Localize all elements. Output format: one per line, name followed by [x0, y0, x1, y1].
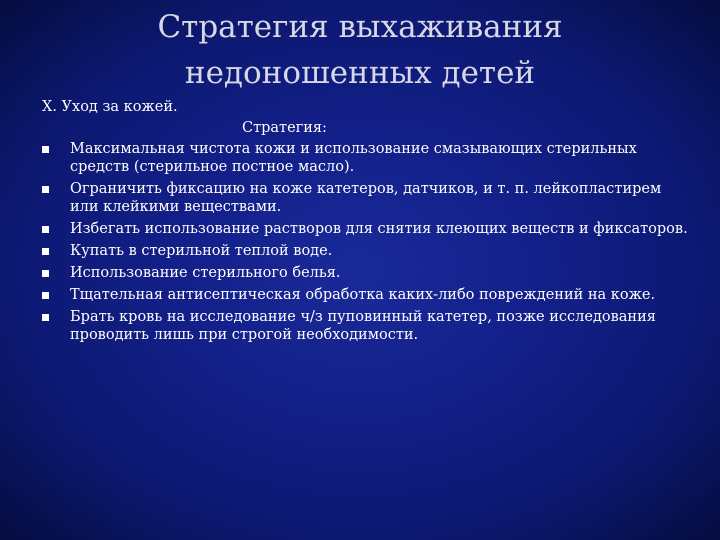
- square-bullet-icon: [42, 270, 49, 277]
- list-item-text: Ограничить фиксацию на коже катетеров, датчиков, и т. п. лейкопластирем или клейкими веществами.: [70, 181, 662, 215]
- list-item-text: Избегать использование растворов для снятия клеющих веществ и фиксаторов.: [70, 221, 688, 237]
- slide-title-line-2: недоношенных детей: [184, 55, 536, 91]
- list-item: [42, 140, 692, 176]
- list-item: [42, 286, 692, 304]
- list-item: [42, 242, 692, 260]
- square-bullet-icon: [42, 146, 49, 153]
- list-item-text: Купать в стерильной теплой воде.: [70, 243, 333, 259]
- list-item: [42, 180, 692, 216]
- list-item: [42, 264, 692, 282]
- list-item-text: Брать кровь на исследование ч/з пуповинный катетер, позже исследования проводить лишь при строгой необходимости.: [70, 309, 656, 343]
- square-bullet-icon: [42, 226, 49, 233]
- slide-title-line-1: Стратегия выхаживания: [157, 9, 563, 45]
- slide-title: [60, 4, 660, 96]
- list-item: [42, 220, 692, 238]
- square-bullet-icon: [42, 186, 49, 193]
- slide-body: [42, 98, 692, 348]
- section-heading: X. Уход за кожей.: [42, 99, 178, 115]
- bullet-list: [42, 140, 692, 344]
- strategy-label: Стратегия:: [242, 120, 327, 136]
- list-item: [42, 308, 692, 344]
- list-item-text: Максимальная чистота кожи и использование смазывающих стерильных средств (стерильное постное масло).: [70, 141, 637, 175]
- square-bullet-icon: [42, 314, 49, 321]
- list-item-text: Использование стерильного белья.: [70, 265, 341, 281]
- square-bullet-icon: [42, 248, 49, 255]
- list-item-text: Тщательная антисептическая обработка каких-либо повреждений на коже.: [70, 287, 656, 303]
- square-bullet-icon: [42, 292, 49, 299]
